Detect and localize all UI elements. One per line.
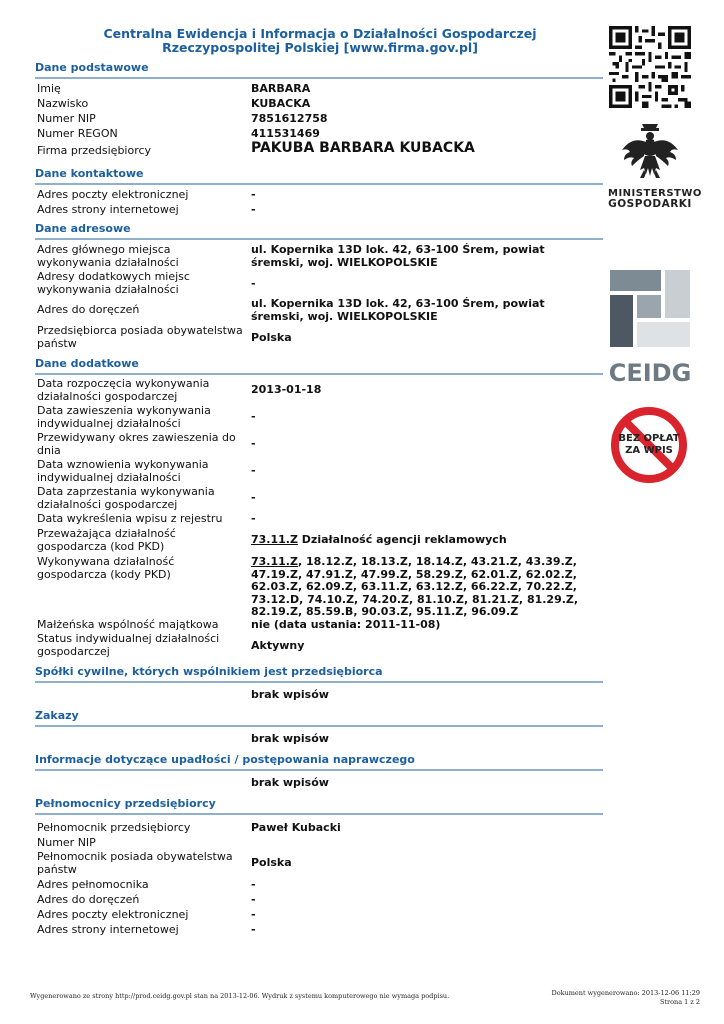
generated-timestamp: Dokument wygenerowano: 2013-12-06 11:29 [551,989,700,997]
marital-property-label: Małżeńska wspólność majątkowa [37,618,219,631]
section-partnerships [35,665,603,683]
company-name-label: Firma przedsiębiorcy [37,144,152,157]
suspend-period-value: - [251,437,256,450]
section-title: Dane kontaktowe [35,167,144,180]
no-fee-line-2: ZA WPIS [625,445,673,456]
email-label: Adres poczty elektronicznej [37,188,189,201]
ceidg-mark-icon [608,268,692,350]
title-line-2: Rzeczypospolitej Polskiej [www.firma.gov.pl] [162,40,478,55]
section-title: Zakazy [35,709,79,722]
status-value: Aktywny [251,639,305,652]
bankruptcy-value: brak wpisów [251,776,329,789]
start-date-value: 2013-01-18 [251,383,322,396]
ministry-logo [608,122,702,210]
delivery-address-label: Adres do doręczeń [37,303,140,316]
resume-date-label: Data wznowienia wykonywania indywidualnej działalności [37,458,209,484]
section-bans [35,709,603,727]
website-value: - [251,203,256,216]
regon-label: Numer REGON [37,127,118,140]
nip-value: 7851612758 [251,112,328,125]
deleted-date-value: - [251,512,256,525]
pkd-codes-list: , 18.12.Z, 18.13.Z, 18.14.Z, 43.21.Z, 43.39.Z, 47.19.Z, 47.91.Z, 47.99.Z, 58.29.Z, 62.01.Z, 62.02.Z, 62.03.Z, 62.09.Z, 63.11.Z, 63.12.Z, 66.22.Z, 70.22.Z, 73.12.D, 74.10.Z, 74.20.Z, 81.10.Z, 81.21.Z, 81.29.Z, 82.19.Z, 85.59.B, 90.03.Z, 95.11.Z, 96.09.Z [251,555,579,618]
proxy-website-label: Adres strony internetowej [37,923,179,936]
proxy-citizenship-value: Polska [251,856,292,869]
first-name-label: Imię [37,82,61,95]
end-date-value: - [251,491,256,504]
proxy-delivery-value: - [251,893,256,906]
suspend-period-label: Przewidywany okres zawieszenia do dnia [37,431,236,457]
first-name-value: BARBARA [251,82,311,95]
proxy-nip-label: Numer NIP [37,836,96,849]
last-name-value: KUBACKA [251,97,311,110]
pkd-first-code-link[interactable]: 73.11.Z [251,555,298,568]
marital-property-value: nie (data ustania: 2011-11-08) [251,618,441,631]
main-pkd-description: Działalność agencji reklamowych [297,533,507,546]
section-extra [35,357,603,375]
page-number: Strona 1 z 2 [659,998,700,1006]
status-label: Status indywidualnej działalności gospodarczej [37,632,220,658]
section-bankruptcy [35,753,603,771]
proxy-name-label: Pełnomocnik przedsiębiorcy [37,821,191,834]
proxy-address-label: Adres pełnomocnika [37,878,149,891]
citizenship-label: Przedsiębiorca posiada obywatelstwa państw [37,324,243,350]
additional-address-label: Adresy dodatkowych miejsc wykonywania działalności [37,270,190,296]
additional-address-value: - [251,277,256,290]
section-title: Dane dodatkowe [35,357,139,370]
email-value: - [251,188,256,201]
company-name-value: PAKUBA BARBARA KUBACKA [251,140,475,156]
pkd-codes-label: Wykonywana działalność gospodarcza (kody PKD) [37,555,175,581]
main-pkd-value [251,534,591,547]
footer-meta [552,989,701,1007]
section-title: Dane adresowe [35,222,131,235]
suspend-date-label: Data zawieszenia wykonywania indywidualnej działalności [37,404,211,430]
footer-note: Wygenerowano ze strony http://prod.ceidg.gov.pl stan na 2013-12-06. Wydruk z systemu komputerowego nie wymaga podpisu. [30,992,450,1000]
delivery-address-value: ul. Kopernika 13D lok. 42, 63-100 Śrem, powiat śremski, woj. WIELKOPOLSKIE [251,297,545,323]
section-proxies [35,797,603,815]
qr-code [609,26,691,108]
main-pkd-label: Przeważająca działalność gospodarcza (kod PKD) [37,527,176,553]
proxy-email-label: Adres poczty elektronicznej [37,908,189,921]
section-title: Informacje dotyczące upadłości / postępowania naprawczego [35,753,415,766]
ceidg-wordmark: CEIDG [608,359,692,387]
proxy-address-value: - [251,878,256,891]
section-title: Pełnomocnicy przedsiębiorcy [35,797,216,810]
partnerships-value: brak wpisów [251,688,329,701]
citizenship-value: Polska [251,331,292,344]
suspend-date-value: - [251,410,256,423]
proxy-website-value: - [251,923,256,936]
section-title: Dane podstawowe [35,61,149,74]
main-pkd-code-link[interactable]: 73.11.Z [251,533,298,546]
last-name-label: Nazwisko [37,97,89,110]
title-line-1: Centralna Ewidencja i Informacja o Działalności Gospodarczej [103,26,537,41]
proxy-email-value: - [251,908,256,921]
start-date-label: Data rozpoczęcia wykonywania działalności gospodarczej [37,377,210,403]
website-label: Adres strony internetowej [37,203,179,216]
ceidg-logo [608,268,692,386]
no-fee-line-1: BEZ OPŁAT [618,433,680,444]
ministry-line-2: GOSPODARKI [608,198,692,210]
document-title [35,27,605,55]
main-address-label: Adres głównego miejsca wykonywania działalności [37,243,179,269]
resume-date-value: - [251,464,256,477]
end-date-label: Data zaprzestania wykonywania działalności gospodarczej [37,485,215,511]
section-address [35,222,603,240]
main-address-value: ul. Kopernika 13D lok. 42, 63-100 Śrem, powiat śremski, woj. WIELKOPOLSKIE [251,243,545,269]
section-title: Spółki cywilne, których wspólnikiem jest przedsiębiorca [35,665,383,678]
proxy-delivery-label: Adres do doręczeń [37,893,140,906]
eagle-emblem-icon [608,122,692,182]
proxy-citizenship-label: Pełnomocnik posiada obywatelstwa państw [37,850,233,876]
no-fee-badge [609,405,689,485]
section-basic [35,61,603,79]
no-fee-text [609,433,689,457]
bans-value: brak wpisów [251,732,329,745]
pkd-codes-value [251,556,591,619]
deleted-date-label: Data wykreślenia wpisu z rejestru [37,512,223,525]
ministry-line-1: MINISTERSTWO [608,188,702,199]
section-contact [35,167,603,185]
nip-label: Numer NIP [37,112,96,125]
proxy-name-value: Paweł Kubacki [251,821,341,834]
regon-value: 411531469 [251,127,320,140]
